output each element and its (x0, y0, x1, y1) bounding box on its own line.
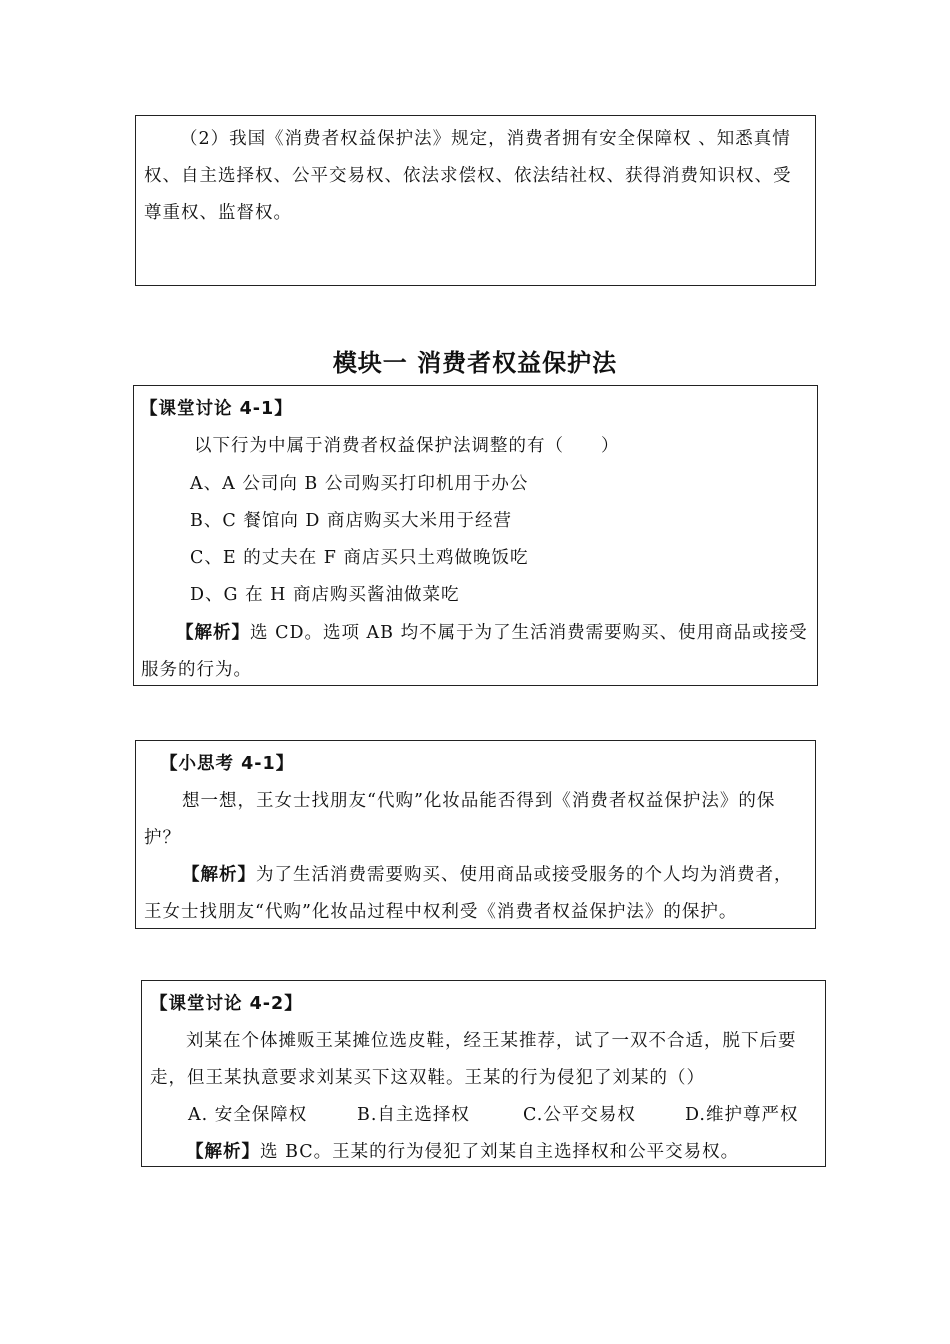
discussion-2-answer-text: 选 BC。王某的行为侵犯了刘某自主选择权和公平交易权。 (260, 1142, 740, 1162)
thinking-1-answer (182, 861, 793, 886)
discussion-1-answer (176, 619, 808, 644)
discussion-1-answer-line-2: 服务的行为。 (141, 660, 252, 680)
discussion-1-option-b: B、C 餐馆向 D 商店购买大米用于经营 (190, 511, 512, 531)
discussion-2-question-line-1: 刘某在个体摊贩王某摊位选皮鞋，经王某推荐，试了一双不合适，脱下后要 (186, 1031, 797, 1051)
thinking-1-answer-text: 为了生活消费需要购买、使用商品或接受服务的个人均为消费者， (256, 865, 793, 885)
discussion-2-answer-label: 【解析】 (186, 1142, 260, 1162)
discussion-2-option-d: D.维护尊严权 (685, 1105, 799, 1125)
discussion-1-option-a: A、A 公司向 B 公司购买打印机用于办公 (190, 474, 529, 494)
module-title: 模块一 消费者权益保护法 (332, 349, 618, 377)
thinking-1-heading: 【小思考 4-1】 (160, 754, 295, 774)
discussion-1-heading: 【课堂讨论 4-1】 (140, 399, 293, 419)
discussion-1-option-c: C、E 的丈夫在 F 商店买只土鸡做晚饭吃 (190, 548, 529, 568)
discussion-2-option-a: A. 安全保障权 (188, 1105, 308, 1125)
discussion-2-heading: 【课堂讨论 4-2】 (150, 994, 303, 1014)
discussion-2-option-b: B.自主选择权 (357, 1105, 470, 1125)
discussion-1-option-d: D、G 在 H 商店购买酱油做菜吃 (190, 585, 460, 605)
thinking-1-question-line-2: 护？ (144, 828, 181, 848)
thinking-1-answer-line-2: 王女士找朋友“代购”化妆品过程中权利受《消费者权益保护法》的保护。 (144, 902, 738, 922)
discussion-2-question-line-2: 走，但王某执意要求刘某买下这双鞋。王某的行为侵犯了刘某的（） (150, 1068, 705, 1088)
discussion-2-answer (186, 1138, 739, 1163)
rights-line-1: （2）我国《消费者权益保护法》规定，消费者拥有安全保障权 、知悉真情 (180, 129, 791, 149)
thinking-1-answer-label: 【解析】 (182, 865, 256, 885)
discussion-1-answer-text: 选 CD。选项 AB 均不属于为了生活消费需要购买、使用商品或接受 (250, 623, 808, 643)
thinking-1-question-line-1: 想一想，王女士找朋友“代购”化妆品能否得到《消费者权益保护法》的保 (182, 791, 776, 811)
discussion-1-answer-label: 【解析】 (176, 623, 250, 643)
discussion-2-option-c: C.公平交易权 (523, 1105, 636, 1125)
discussion-1-question: 以下行为中属于消费者权益保护法调整的有（ ） (194, 436, 620, 456)
rights-line-3: 尊重权、监督权。 (144, 203, 292, 223)
rights-line-2: 权、自主选择权、公平交易权、依法求偿权、依法结社权、获得消费知识权、受 (144, 166, 792, 186)
